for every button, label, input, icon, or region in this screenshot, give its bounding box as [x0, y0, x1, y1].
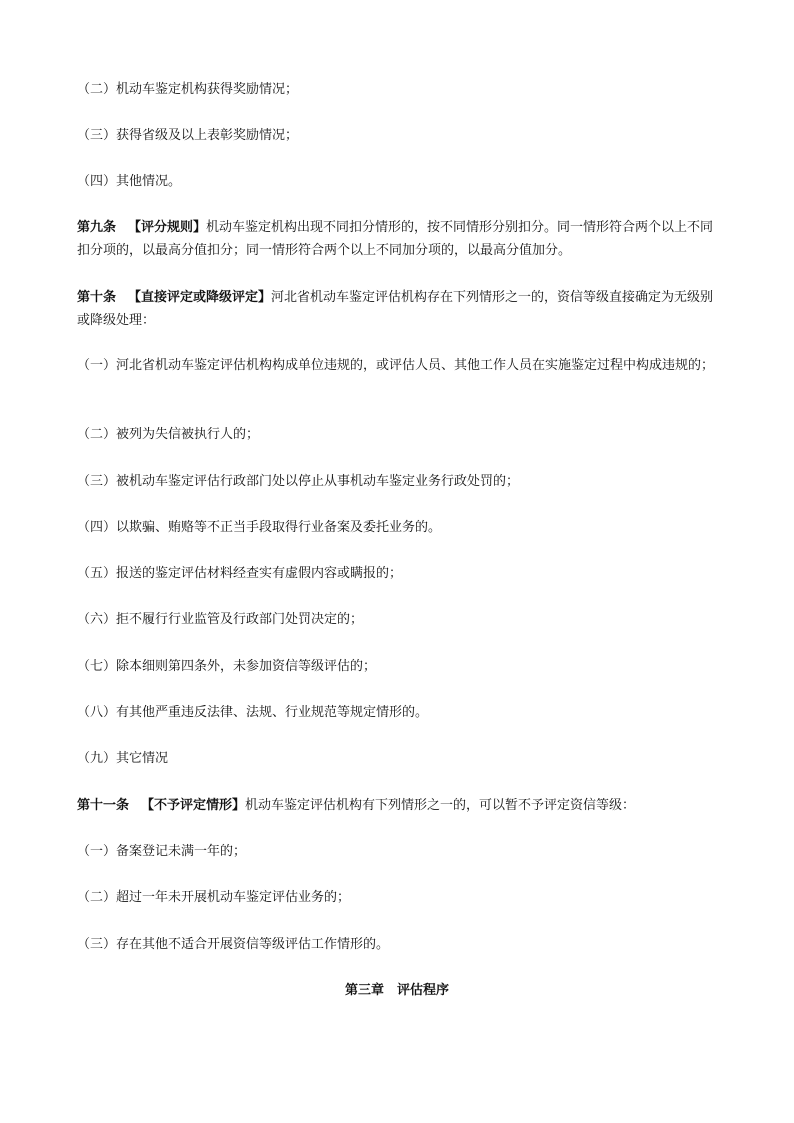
list-item: （八）有其他严重违反法律、法规、行业规范等规定情形的。 — [77, 705, 429, 720]
article-11 — [77, 794, 717, 817]
list-item: （九）其它情况 — [77, 751, 169, 766]
article-9 — [77, 216, 717, 262]
article-title: 【评分规则】 — [128, 220, 207, 235]
article-number: 第十一条 — [77, 798, 130, 813]
list-item: （四）以欺骗、贿赂等不正当手段取得行业备案及委托业务的。 — [77, 520, 442, 535]
article-text: 河北省机动车鉴定评估机构存在下列情形之一的，资信等级直接确定为无级别或降级处理： — [77, 290, 714, 328]
article-10 — [77, 286, 717, 332]
list-item: （三）被机动车鉴定评估行政部门处以停止从事机动车鉴定业务行政处罚的； — [77, 474, 520, 489]
article-text: 机动车鉴定机构出现不同扣分情形的，按不同情形分别扣分。同一情形符合两个以上不同扣分项的，以最高分值扣分；同一情形符合两个以上不同加分项的，以最高分值加分。 — [77, 220, 714, 258]
list-item: （六）拒不履行行业监管及行政部门处罚决定的； — [77, 612, 364, 627]
list-item: （一）河北省机动车鉴定评估机构构成单位违规的，或评估人员、其他工作人员在实施鉴定过程中构成违规的； — [77, 358, 715, 373]
article-number: 第九条 — [77, 220, 117, 235]
list-item: （二）超过一年未开展机动车鉴定评估业务的； — [77, 890, 351, 905]
list-item: （五）报送的鉴定评估材料经查实有虚假内容或瞒报的； — [77, 566, 403, 581]
chapter-heading: 第三章 评估程序 — [344, 983, 449, 998]
article-text: 机动车鉴定评估机构有下列情形之一的，可以暂不予评定资信等级： — [245, 798, 636, 813]
list-item: （二）被列为失信被执行人的； — [77, 427, 260, 442]
article-title: 【不予评定情形】 — [141, 798, 246, 813]
list-item: （四）其他情况。 — [77, 174, 182, 189]
list-item: （三）存在其他不适合开展资信等级评估工作情形的。 — [77, 937, 390, 952]
list-item: （二）机动车鉴定机构获得奖励情况； — [77, 82, 299, 97]
list-item: （三）获得省级及以上表彰奖励情况； — [77, 128, 299, 143]
article-number: 第十条 — [77, 290, 117, 305]
article-title: 【直接评定或降级评定】 — [128, 290, 272, 305]
list-item: （七）除本细则第四条外，未参加资信等级评估的； — [77, 659, 377, 674]
list-item: （一）备案登记未满一年的； — [77, 844, 247, 859]
